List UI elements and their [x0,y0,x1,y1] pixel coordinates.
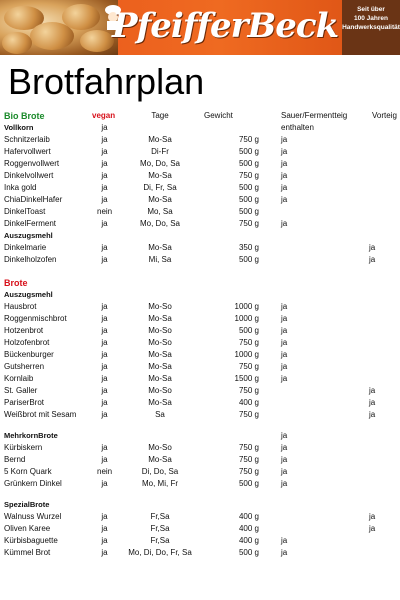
table-row [0,523,400,535]
weight-cell: 750 g [238,171,259,180]
bread-name: Roggenvollwert [4,159,60,168]
bread-name: DinkelFerment [4,219,57,228]
days-cell: Sa [155,410,165,419]
vegan-cell: nein [97,207,113,216]
weight-cell: 750 g [238,443,259,452]
category-auszugsmehl: Auszugsmehl [4,231,53,240]
bread-name: Bernd [4,455,26,464]
bread-name: Inka gold [4,183,37,192]
vegan-cell: ja [101,386,108,395]
sauer-cell: ja [281,195,288,204]
table-row [0,194,400,206]
days-cell: Mo-Sa [148,243,172,252]
days-cell: Fr,Sa [150,536,170,545]
weight-cell: 1000 g [234,302,259,311]
sauer-cell: ja [281,302,288,311]
table-row [0,547,400,559]
subheader-row [0,230,400,242]
table-row [0,409,400,421]
days-cell: Mo-Sa [148,362,172,371]
bread-name: Dinkelvollwert [4,171,54,180]
bread-name: Kürbiskern [4,443,43,452]
table-row [0,361,400,373]
col-header-sauer-2: enthalten [281,123,314,132]
vegan-cell: ja [101,410,108,419]
weight-cell: 400 g [238,512,259,521]
vegan-cell: ja [101,159,108,168]
weight-cell: 750 g [238,362,259,371]
days-cell: Mo-So [148,302,172,311]
bread-name: ChiaDinkelHafer [4,195,63,204]
vorteig-cell: ja [369,243,376,252]
days-cell: Mo, Do, Sa [139,219,180,228]
weight-cell: 1500 g [234,374,259,383]
weight-cell: 500 g [238,207,259,216]
category-vegan: ja [101,123,108,132]
bread-name: Oliven Karee [4,524,51,533]
weight-cell: 750 g [238,467,259,476]
weight-cell: 500 g [238,326,259,335]
sauer-cell: ja [281,536,288,545]
weight-cell: 750 g [238,410,259,419]
table-row [0,397,400,409]
col-header-vegan: vegan [92,111,116,120]
spezial-rows [0,511,400,559]
days-cell: Mo-Sa [148,195,172,204]
sauer-cell: ja [281,479,288,488]
days-cell: Di, Do, Sa [141,467,179,476]
days-cell: Mo-So [148,326,172,335]
vegan-cell: ja [101,455,108,464]
vegan-cell: ja [101,443,108,452]
col-header-weight: Gewicht [204,111,233,120]
vegan-cell: ja [101,362,108,371]
vegan-cell: ja [101,350,108,359]
sauer-cell: ja [281,219,288,228]
days-cell: Mo-Sa [148,398,172,407]
bread-name: Schnitzerlaib [4,135,50,144]
days-cell: Mo, Mi, Fr [142,479,178,488]
vegan-cell: ja [101,243,108,252]
vegan-cell: ja [101,171,108,180]
table-row [0,242,400,254]
mehrkorn-rows [0,442,400,490]
category-auszugsmehl: Auszugsmehl [4,290,53,299]
vorteig-cell: ja [369,410,376,419]
subheader-row [0,122,400,134]
table-row [0,218,400,230]
bread-name: Kürbisbaguette [4,536,58,545]
sauer-cell: ja [281,171,288,180]
weight-cell: 500 g [238,159,259,168]
weight-cell: 500 g [238,255,259,264]
col-header-days: Tage [151,111,169,120]
category-vollkorn: Vollkorn [4,123,34,132]
days-cell: Mo, Do, Sa [139,159,180,168]
table-row [0,442,400,454]
table-row [0,182,400,194]
tagline-line: Handwerksqualität [342,24,400,31]
table-row [0,313,400,325]
sauer-cell: ja [281,455,288,464]
days-cell: Mo-Sa [148,171,172,180]
vollkorn-rows [0,134,400,230]
bread-name: Hotzenbrot [4,326,44,335]
table-row [0,454,400,466]
vegan-cell: ja [101,219,108,228]
bread-name: Kornlaib [4,374,34,383]
vegan-cell: ja [101,326,108,335]
subheader-row [0,289,400,301]
bread-name: Kümmel Brot [4,548,51,557]
vorteig-cell: ja [369,255,376,264]
table-row [0,170,400,182]
bread-name: Weißbrot mit Sesam [4,410,77,419]
weight-cell: 1000 g [234,350,259,359]
days-cell: Di-Fr [151,147,169,156]
days-cell: Mo-Sa [148,350,172,359]
table-row [0,478,400,490]
vorteig-cell: ja [369,386,376,395]
bread-name: St. Galler [4,386,38,395]
table-row [0,254,400,266]
vegan-cell: ja [101,255,108,264]
sauer-cell: ja [281,314,288,323]
sauer-cell: ja [281,443,288,452]
days-cell: Mo-Sa [148,135,172,144]
table-row [0,349,400,361]
bread-name: Hafervollwert [4,147,51,156]
vegan-cell: ja [101,314,108,323]
table-row [0,535,400,547]
bread-name: Holzofenbrot [4,338,50,347]
bread-name: PariserBrot [4,398,45,407]
days-cell: Di, Fr, Sa [143,183,177,192]
table-row [0,325,400,337]
weight-cell: 1000 g [234,314,259,323]
table-row [0,511,400,523]
vegan-cell: ja [101,135,108,144]
days-cell: Mo-So [148,338,172,347]
vegan-cell: ja [101,398,108,407]
bio-auszug-rows [0,242,400,266]
weight-cell: 500 g [238,548,259,557]
bread-name: Hausbrot [4,302,37,311]
bread-name: Dinkelholzofen [4,255,57,264]
vorteig-cell: ja [369,512,376,521]
col-header-vorteig: Vorteig [372,111,397,120]
vegan-cell: ja [101,183,108,192]
sauer-cell: ja [281,147,288,156]
days-cell: Mi, Sa [148,255,172,264]
vegan-cell: ja [101,338,108,347]
weight-cell: 400 g [238,524,259,533]
sauer-cell: ja [281,548,288,557]
weight-cell: 750 g [238,386,259,395]
days-cell: Mo-So [148,386,172,395]
weight-cell: 750 g [238,455,259,464]
vegan-cell: ja [101,536,108,545]
brand-logo: PfeifferBeck [112,6,339,46]
bread-name: Grünkern Dinkel [4,479,62,488]
bread-name: Dinkelmarie [4,243,47,252]
section-title-bio: Bio Brote [4,111,45,121]
weight-cell: 750 g [238,219,259,228]
section-title-brote: Brote [4,278,28,288]
sauer-cell: ja [281,374,288,383]
sauer-cell: ja [281,362,288,371]
sauer-cell: ja [281,350,288,359]
weight-cell: 500 g [238,183,259,192]
bread-name: Walnuss Wurzel [4,512,62,521]
table-row [0,385,400,397]
brote-auszug-rows [0,301,400,421]
bread-name: Gutsherren [4,362,45,371]
weight-cell: 500 g [238,479,259,488]
tagline-line: Seit über [357,6,385,13]
subheader-row [0,430,400,442]
vorteig-cell: ja [369,524,376,533]
tagline-box [342,0,400,55]
tagline-line: 100 Jahren [354,15,388,22]
days-cell: Mo-Sa [148,314,172,323]
category-spezial: SpezialBrote [4,500,50,509]
bread-name: 5 Korn Quark [4,467,52,476]
table-row [0,373,400,385]
bread-name: Bückenburger [4,350,54,359]
days-cell: Mo-So [148,443,172,452]
vegan-cell: ja [101,147,108,156]
days-cell: Mo, Sa [147,207,173,216]
bread-name: Roggenmischbrot [4,314,67,323]
header-banner [0,0,400,55]
vegan-cell: ja [101,302,108,311]
sauer-cell: ja [281,338,288,347]
table-row [0,158,400,170]
weight-cell: 500 g [238,147,259,156]
days-cell: Fr,Sa [150,524,170,533]
bread-schedule-table [0,110,400,559]
table-row [0,146,400,158]
vegan-cell: ja [101,195,108,204]
category-mehrkorn: MehrkornBrote [4,431,58,440]
vegan-cell: ja [101,548,108,557]
table-row [0,301,400,313]
days-cell: Mo-Sa [148,374,172,383]
table-row [0,134,400,146]
vegan-cell: nein [97,467,113,476]
page-title: Brotfahrplan [8,61,205,102]
table-row [0,337,400,349]
category-sauer: ja [281,431,288,440]
sauer-cell: ja [281,159,288,168]
weight-cell: 750 g [238,135,259,144]
weight-cell: 500 g [238,195,259,204]
weight-cell: 750 g [238,338,259,347]
weight-cell: 400 g [238,536,259,545]
vegan-cell: ja [101,479,108,488]
col-header-sauer: Sauer/Fermentteig [281,111,348,120]
vegan-cell: ja [101,512,108,521]
bread-photo [0,0,118,55]
table-header [0,110,400,122]
bread-name: DinkelToast [4,207,46,216]
sauer-cell: ja [281,326,288,335]
days-cell: Fr,Sa [150,512,170,521]
weight-cell: 400 g [238,398,259,407]
days-cell: Mo, Di, Do, Fr, Sa [128,548,192,557]
weight-cell: 350 g [238,243,259,252]
vorteig-cell: ja [369,398,376,407]
vegan-cell: ja [101,374,108,383]
subheader-row [0,499,400,511]
sauer-cell: ja [281,467,288,476]
table-row [0,206,400,218]
vegan-cell: ja [101,524,108,533]
sauer-cell: ja [281,135,288,144]
section-row [0,277,400,289]
table-row [0,466,400,478]
sauer-cell: ja [281,183,288,192]
days-cell: Mo-Sa [148,455,172,464]
